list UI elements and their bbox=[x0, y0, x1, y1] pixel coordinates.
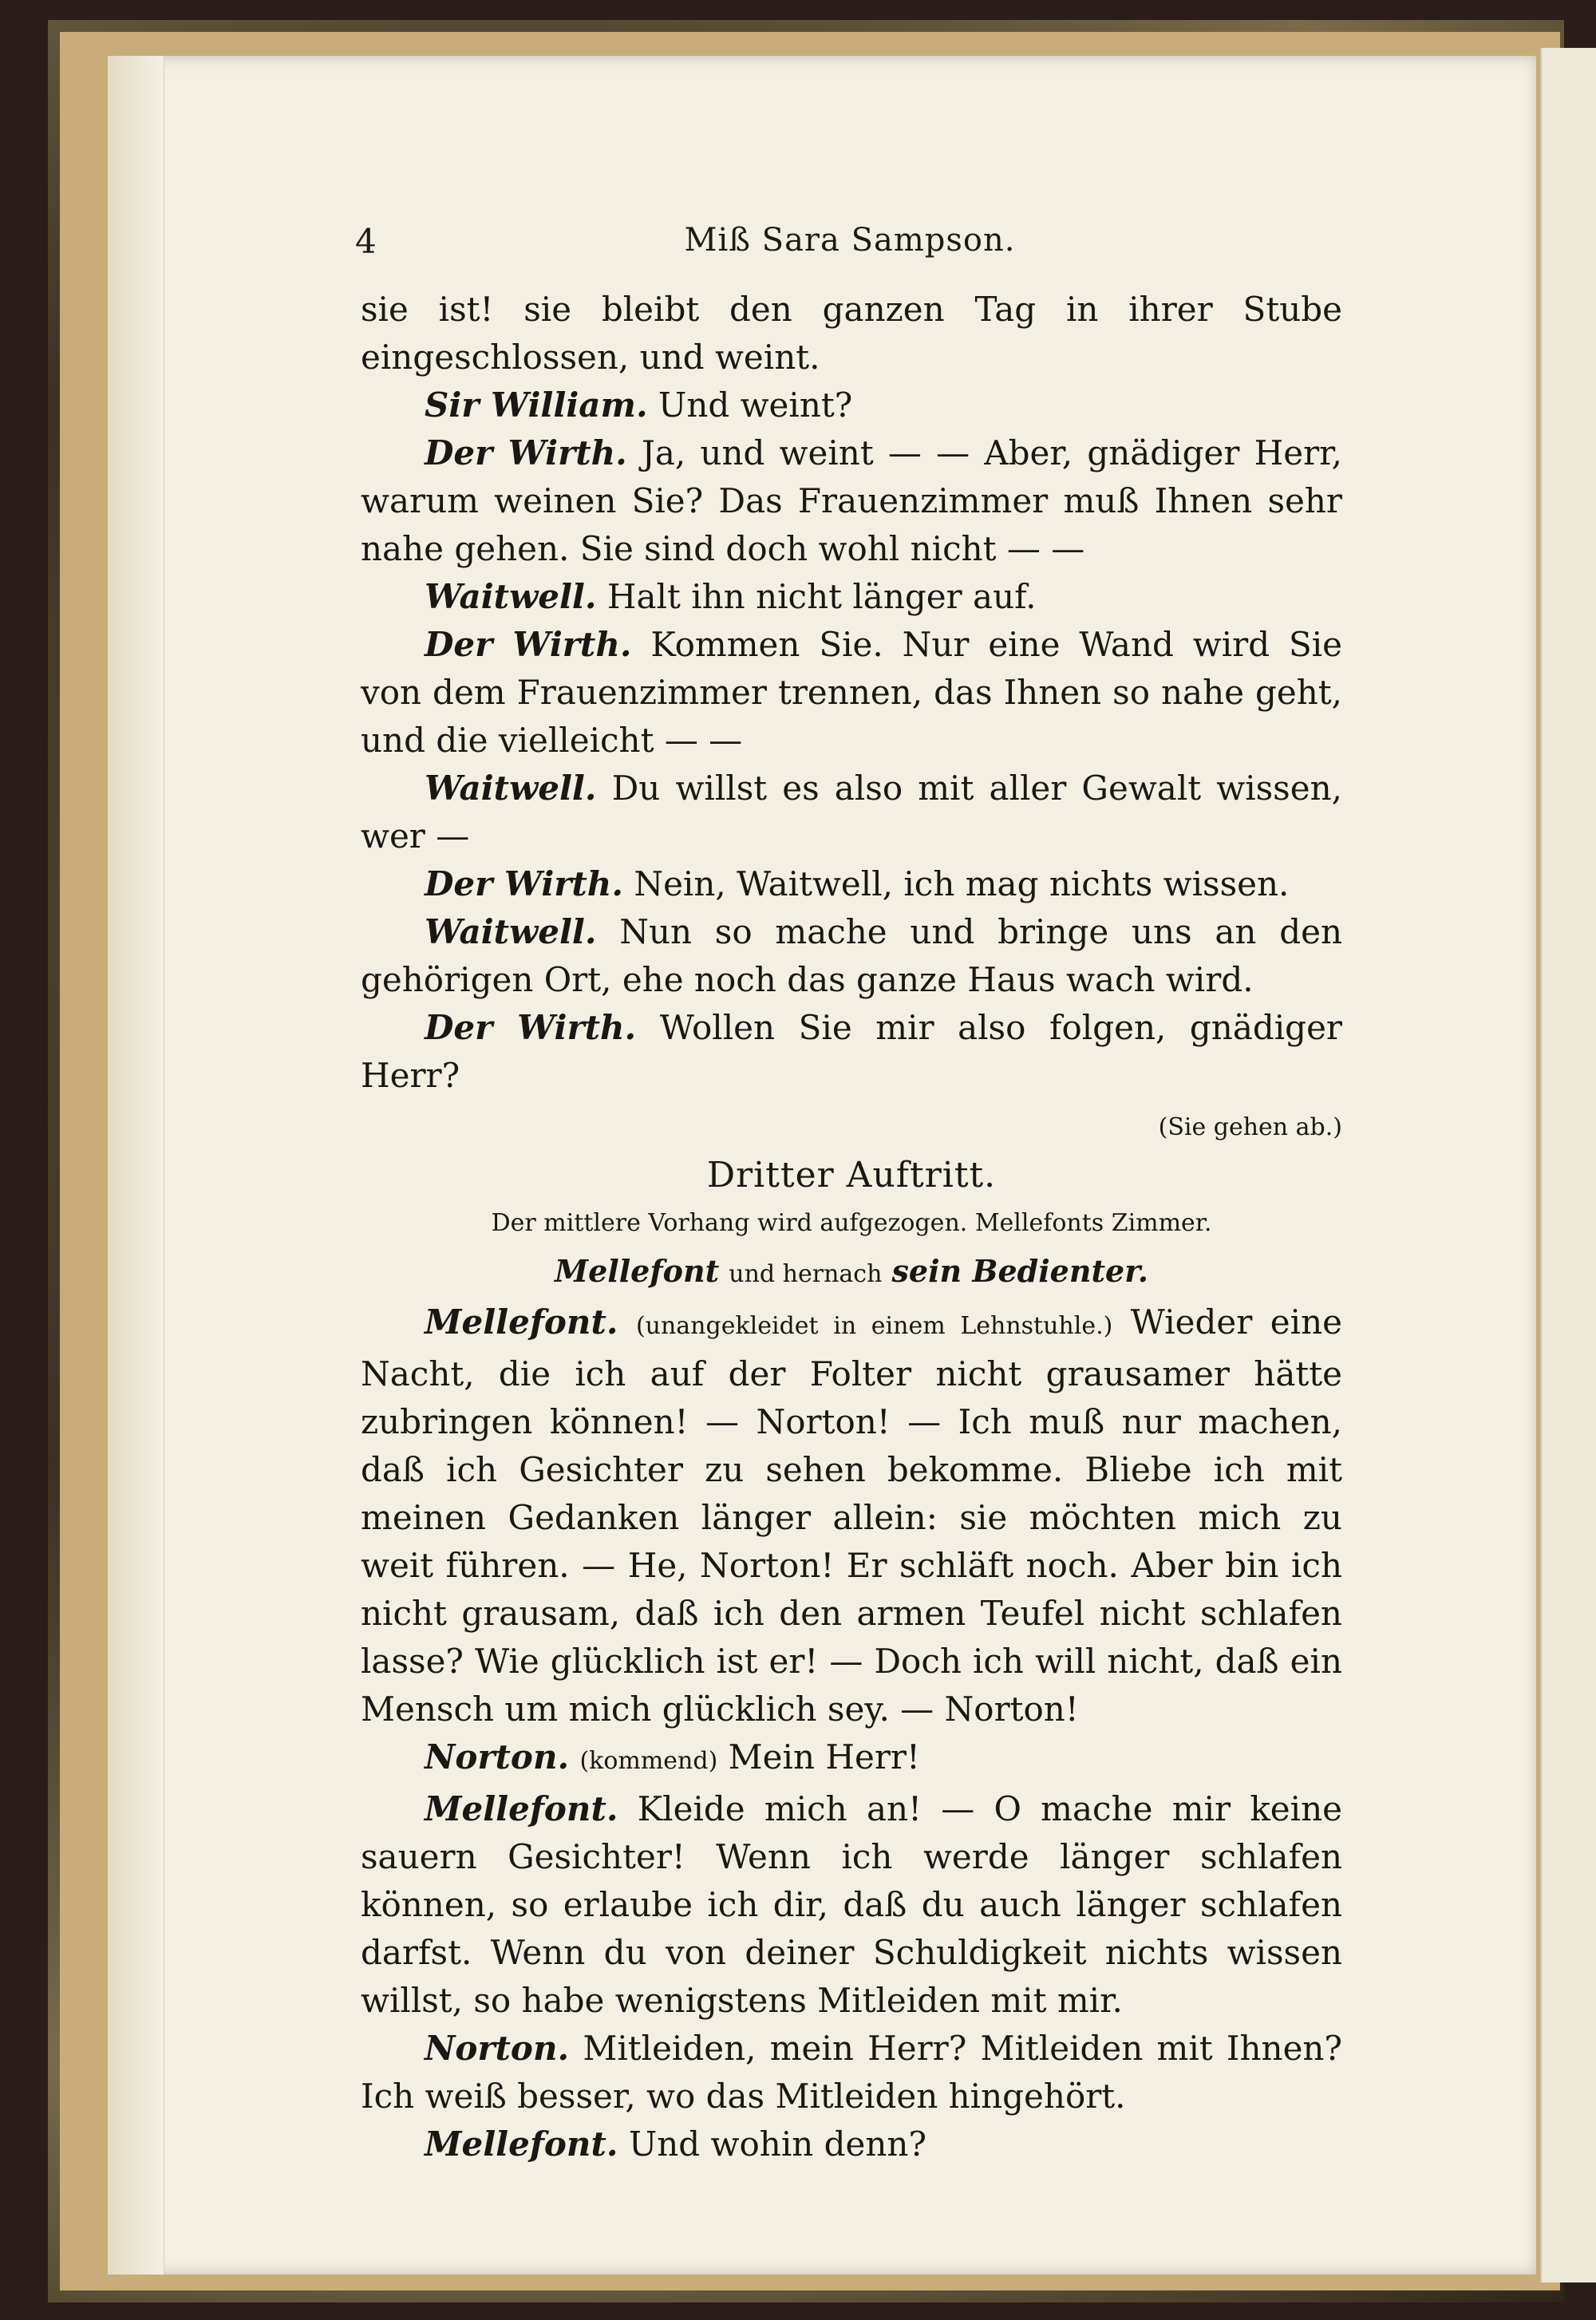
speech bbox=[361, 573, 1342, 621]
speech bbox=[361, 621, 1342, 765]
persons-connector: und hernach bbox=[729, 1260, 883, 1288]
speech bbox=[361, 2025, 1342, 2120]
speaker: Der Wirth. bbox=[425, 433, 627, 472]
person-name: Mellefont bbox=[555, 1253, 720, 1289]
speech bbox=[361, 1785, 1342, 2025]
page-header bbox=[355, 222, 1345, 270]
speech-text: Wieder eine Nacht, die ich auf der Folter nicht grausamer hätte zubringen können! — Norton! — Ich muß nur machen, daß ich Gesichter zu sehen bekomme. Bliebe ich mit meinen Gedanken länger allein: sie möchten mich zu weit führen. — He, Norton! Er schläft noch. Aber bin ich nicht grausam, daß ich den armen Teufel nicht schlafen lasse? Wie glücklich ist er! — Doch ich will nicht, daß ein Mensch um mich glücklich sey. — Norton! bbox=[361, 1302, 1342, 1729]
speech-text: Halt ihn nicht länger auf. bbox=[606, 577, 1037, 616]
speech bbox=[361, 429, 1342, 573]
page-text bbox=[361, 286, 1342, 2168]
speaker: Norton. bbox=[425, 2029, 570, 2068]
scene-setting: Der mittlere Vorhang wird aufgezogen. Mellefonts Zimmer. bbox=[491, 1209, 1212, 1237]
speech bbox=[361, 1733, 1342, 1785]
speech-text: Nun so mache und bringe uns an den gehörigen Ort, ehe noch das ganze Haus wach wird. bbox=[361, 912, 1342, 999]
speaker: Mellefont. bbox=[425, 2124, 618, 2164]
stage-direction-exit: (Sie gehen ab.) bbox=[1158, 1113, 1342, 1141]
speech bbox=[361, 860, 1342, 908]
speech-text: Du willst es also mit aller Gewalt wissen, wer — bbox=[361, 769, 1342, 856]
speaker: Mellefont. bbox=[425, 1789, 618, 1828]
speech bbox=[361, 908, 1342, 1004]
speaker: Waitwell. bbox=[425, 577, 597, 616]
speech-text: Mein Herr! bbox=[728, 1737, 920, 1777]
speaker: Sir William. bbox=[425, 385, 648, 425]
speaker: Norton. bbox=[425, 1737, 570, 1777]
facing-page-edge bbox=[1540, 48, 1596, 2282]
speaker: Der Wirth. bbox=[425, 1008, 637, 1047]
speech-text: Kleide mich an! — O mache mir keine sauern Gesichter! Wenn ich werde länger schlafen können, so erlaube ich dir, daß du auch länger schlafen darfst. Wenn du von deiner Schuldigkeit nichts wissen willst, so habe wenigstens Mitleiden mit mir. bbox=[361, 1789, 1342, 2020]
stage-direction: (unangekleidet in einem Lehnstuhle.) bbox=[635, 1312, 1113, 1340]
paragraph: sie ist! sie bleibt den ganzen Tag in ihrer Stube eingeschlossen, und weint. bbox=[361, 290, 1342, 377]
person-name: sein Bedienter. bbox=[891, 1253, 1148, 1289]
speech bbox=[361, 1298, 1342, 1733]
speech-text: Ja, und weint — — Aber, gnädiger Herr, warum weinen Sie? Das Frauenzimmer muß Ihnen sehr nahe gehen. Sie sind doch wohl nicht — — bbox=[361, 433, 1342, 568]
speaker: Der Wirth. bbox=[425, 625, 632, 664]
speech bbox=[361, 765, 1342, 860]
speech bbox=[361, 2120, 1342, 2168]
scene-persons bbox=[361, 1247, 1342, 1298]
stage-direction: (kommend) bbox=[579, 1747, 718, 1775]
speech-text: Mitleiden, mein Herr? Mitleiden mit Ihnen? Ich weiß besser, wo das Mitleiden hingehört. bbox=[361, 2029, 1342, 2116]
page-number: 4 bbox=[355, 222, 377, 261]
speech-text: Kommen Sie. Nur eine Wand wird Sie von dem Frauenzimmer trennen, das Ihnen so nahe geht, und die vielleicht — — bbox=[361, 625, 1343, 760]
speech-text: Und wohin denn? bbox=[628, 2124, 927, 2164]
speaker: Waitwell. bbox=[425, 769, 597, 808]
speech-text: Nein, Waitwell, ich mag nichts wissen. bbox=[634, 864, 1290, 903]
speech bbox=[361, 381, 1342, 429]
speaker: Waitwell. bbox=[425, 912, 597, 951]
speaker: Mellefont. bbox=[425, 1302, 618, 1342]
scene-heading: Dritter Auftritt. bbox=[706, 1155, 997, 1196]
speaker: Der Wirth. bbox=[425, 864, 623, 903]
running-title: Miß Sara Sampson. bbox=[684, 222, 1016, 259]
page-gutter bbox=[108, 56, 164, 2275]
speech bbox=[361, 1004, 1342, 1100]
speech-text: Wollen Sie mir also folgen, gnädiger Herr? bbox=[361, 1008, 1342, 1095]
speech-text: Und weint? bbox=[658, 385, 853, 425]
